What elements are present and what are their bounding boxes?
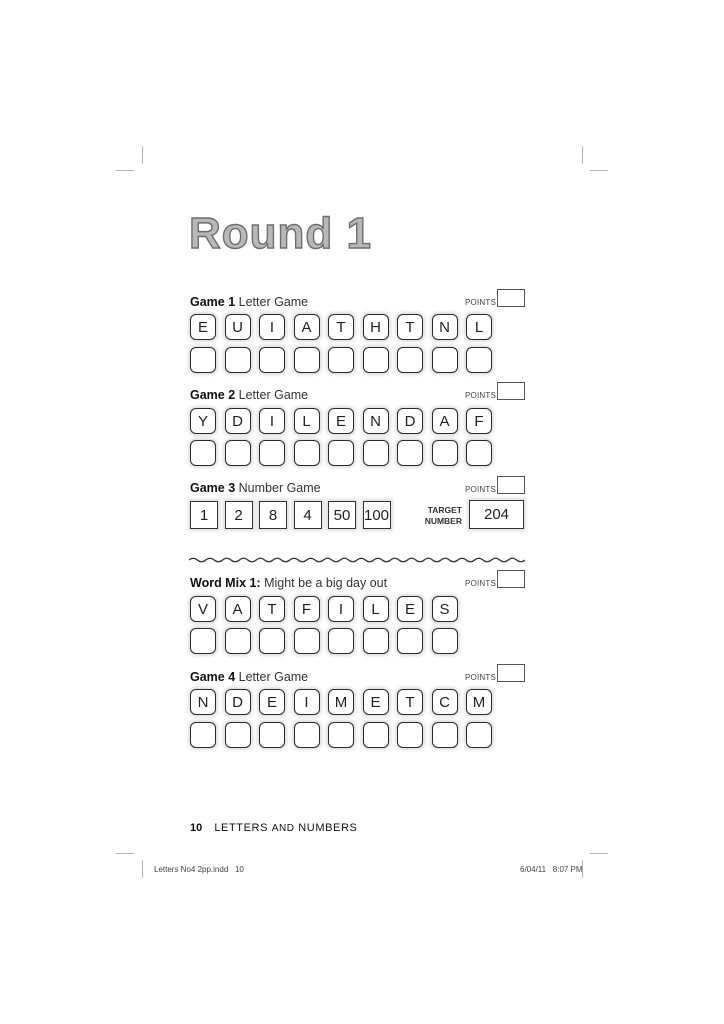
answer-slot[interactable] [328,628,354,654]
game2-points-label: POINTS [465,391,496,400]
answer-slot[interactable] [225,722,251,748]
answer-slot[interactable] [259,628,285,654]
answer-slot[interactable] [294,440,320,466]
answer-slot[interactable] [466,722,492,748]
crop-mark-top-left-v [142,146,143,164]
answer-slot[interactable] [328,347,354,373]
game1-label: Game 1 [190,295,236,309]
answer-slot[interactable] [328,722,354,748]
answer-slot[interactable] [432,722,458,748]
answer-slot[interactable] [397,628,423,654]
answer-slot[interactable] [190,347,216,373]
number-tile: 100 [363,501,391,529]
crop-mark-top-right-h [590,170,608,171]
letter-tile: L [466,314,492,340]
letter-tile: T [328,314,354,340]
game1-heading [190,295,308,309]
page-number: 10 [190,822,203,834]
letter-tile: N [432,314,458,340]
round-title: Round 1 [189,209,372,258]
answer-slot[interactable] [397,347,423,373]
letter-tile: I [294,689,320,715]
answer-slot[interactable] [225,440,251,466]
book-title [214,822,357,834]
game2-heading [190,388,308,402]
crop-mark-bottom-right-h [590,853,608,854]
letter-tile: L [363,596,389,622]
answer-slot[interactable] [363,347,389,373]
game4-label: Game 4 [190,670,236,684]
answer-slot[interactable] [397,722,423,748]
game3-label: Game 3 [190,481,236,495]
letter-tile: F [294,596,320,622]
answer-slot[interactable] [225,347,251,373]
game2-label: Game 2 [190,388,236,402]
answer-slot[interactable] [190,440,216,466]
answer-slot[interactable] [259,440,285,466]
letter-tile: N [363,408,389,434]
answer-slot[interactable] [190,628,216,654]
target-label-line2: NUMBER [424,516,462,526]
answer-slot[interactable] [190,722,216,748]
target-number-label [416,505,462,527]
letter-tile: C [432,689,458,715]
crop-mark-bottom-left-v [142,860,143,878]
letter-tile: F [466,408,492,434]
letter-tile: H [363,314,389,340]
game1-points-box[interactable] [497,289,525,307]
letter-tile: Y [190,408,216,434]
letter-tile: E [328,408,354,434]
answer-slot[interactable] [294,628,320,654]
answer-slot[interactable] [397,440,423,466]
page-footer [190,822,357,834]
book-title-and: AND [271,823,295,834]
game4-points-box[interactable] [497,664,525,682]
wordmix1-label: Word Mix 1: [190,576,261,590]
letter-tile: M [328,689,354,715]
number-tile: 1 [190,501,218,529]
slug-file-info: Letters No4 2pp.indd 10 [154,865,244,874]
letter-tile: E [190,314,216,340]
wavy-divider [189,553,525,567]
wordmix1-heading [190,576,387,590]
game1-points-label: POINTS [465,298,496,307]
crop-mark-top-left-h [116,170,134,171]
answer-slot[interactable] [225,628,251,654]
letter-tile: A [432,408,458,434]
number-tile: 8 [259,501,287,529]
book-title-part1: LETTERS [214,822,272,834]
letter-tile: A [294,314,320,340]
letter-tile: I [328,596,354,622]
answer-slot[interactable] [363,440,389,466]
answer-slot[interactable] [294,347,320,373]
letter-tile: T [397,314,423,340]
answer-slot[interactable] [363,628,389,654]
letter-tile: A [225,596,251,622]
target-number-box: 204 [469,500,524,529]
answer-slot[interactable] [466,347,492,373]
wordmix1-points-label: POINTS [465,579,496,588]
target-label-line1: TARGET [427,505,462,515]
letter-tile: T [259,596,285,622]
answer-slot[interactable] [432,628,458,654]
game2-points-box[interactable] [497,382,525,400]
letter-tile: U [225,314,251,340]
letter-tile: S [432,596,458,622]
answer-slot[interactable] [259,722,285,748]
wordmix1-points-box[interactable] [497,570,525,588]
slug-datetime: 6/04/11 8:07 PM [520,865,583,874]
crop-mark-bottom-left-h [116,853,134,854]
game4-heading [190,670,308,684]
wordmix1-clue: Might be a big day out [264,576,388,590]
letter-tile: E [363,689,389,715]
number-tile: 4 [294,501,322,529]
letter-tile: D [397,408,423,434]
number-tile: 50 [328,501,356,529]
game3-heading [190,481,321,495]
crop-mark-top-right-v [582,146,583,164]
game3-type: Number Game [238,481,321,495]
letter-tile: I [259,408,285,434]
letter-tile: L [294,408,320,434]
letter-tile: I [259,314,285,340]
letter-tile: E [259,689,285,715]
book-title-part2: NUMBERS [294,822,358,834]
letter-tile: N [190,689,216,715]
letter-tile: D [225,689,251,715]
answer-slot[interactable] [432,347,458,373]
letter-tile: M [466,689,492,715]
answer-slot[interactable] [328,440,354,466]
letter-tile: T [397,689,423,715]
answer-slot[interactable] [294,722,320,748]
game1-type: Letter Game [238,295,309,309]
answer-slot[interactable] [259,347,285,373]
game3-points-label: POINTS [465,485,496,494]
letter-tile: D [225,408,251,434]
answer-slot[interactable] [466,440,492,466]
game4-type: Letter Game [238,670,309,684]
answer-slot[interactable] [363,722,389,748]
game3-points-box[interactable] [497,476,525,494]
number-tile: 2 [225,501,253,529]
game2-type: Letter Game [238,388,309,402]
letter-tile: E [397,596,423,622]
letter-tile: V [190,596,216,622]
game4-points-label: POINTS [465,673,496,682]
answer-slot[interactable] [432,440,458,466]
